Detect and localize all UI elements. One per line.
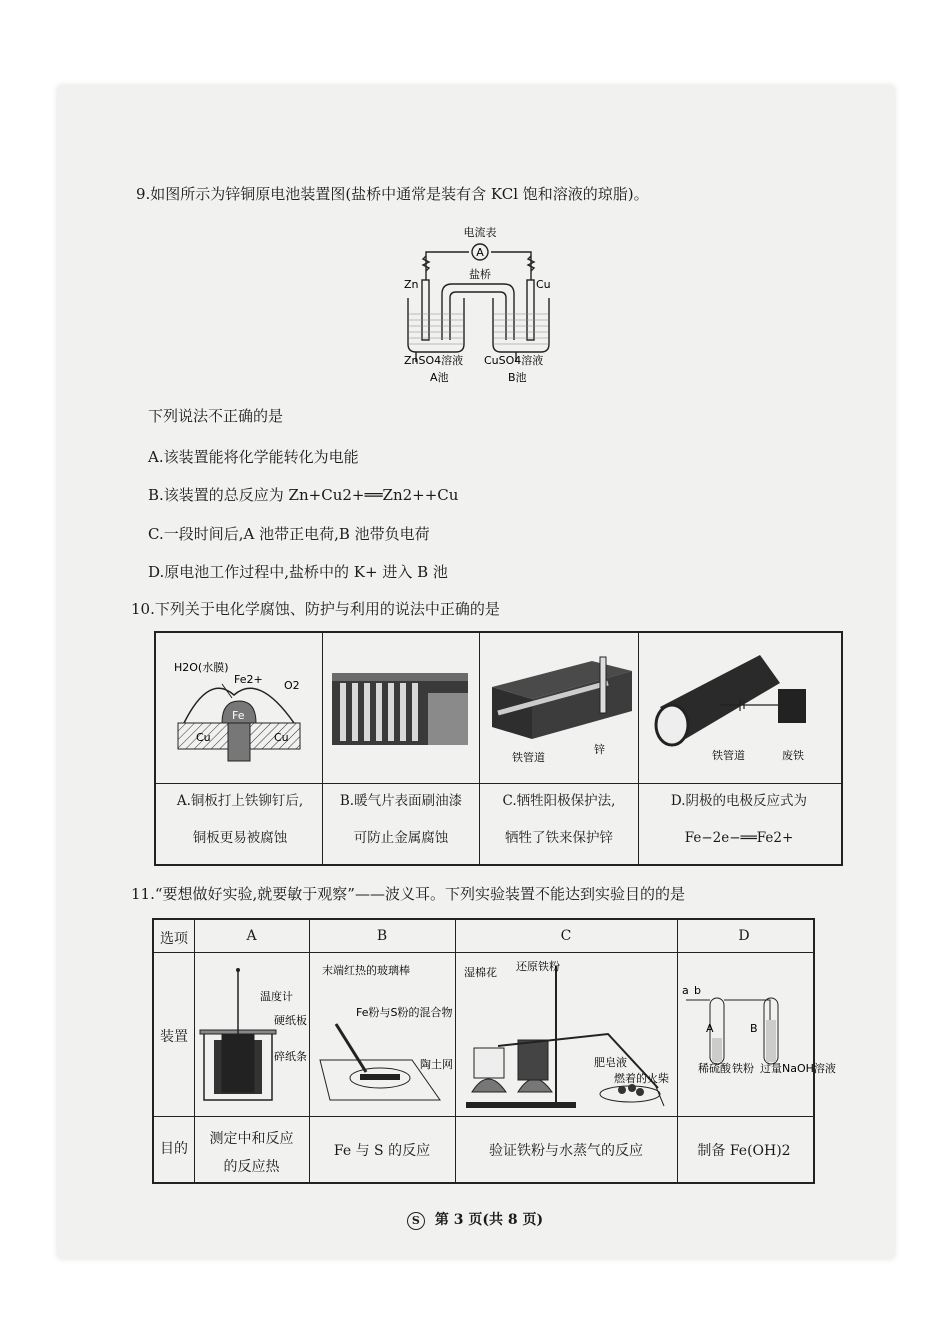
q11-options-table <box>152 918 836 1184</box>
header-option: 选项 <box>160 931 188 947</box>
purpose-a-line2: 的反应热 <box>223 1159 280 1175</box>
q10-c-line1: C.牺牲阳极保护法, <box>502 793 616 809</box>
iron-pipe-label-c: 铁管道 <box>512 751 545 764</box>
burning-match-label: 燃着的火柴 <box>614 1072 669 1085</box>
header-b: B <box>376 928 388 944</box>
thermometer-label: 温度计 <box>260 990 293 1003</box>
zn-electrode-label: Zn <box>404 278 419 291</box>
o2-label: O2 <box>284 679 300 692</box>
q11-b-fe-s-diagram <box>312 960 454 1112</box>
q9-option-a: A.该装置能将化学能转化为电能 <box>148 448 359 466</box>
cuso4-label: CuSO4溶液 <box>484 354 544 367</box>
salt-bridge-label: 盐桥 <box>469 268 491 281</box>
dilute-sulfuric-label: 稀硫酸 <box>698 1062 731 1075</box>
q10-b-line2: 可防止金属腐蚀 <box>353 830 449 846</box>
q10-a-line1: A.铜板打上铁铆钉后, <box>176 793 304 809</box>
q10-a-rivet-diagram <box>164 643 314 773</box>
q10-c-pipe-zinc-diagram <box>488 647 636 771</box>
ammeter-label: 电流表 <box>463 226 497 239</box>
fe-s-mixture-label: Fe粉与S粉的混合物 <box>356 1006 453 1019</box>
pool-b-label: B池 <box>508 371 527 384</box>
q10-stem: 10.下列关于电化学腐蚀、防护与利用的说法中正确的是 <box>131 600 500 618</box>
purpose-d: 制备 Fe(OH)2 <box>697 1143 791 1159</box>
q11-d-fe-oh-2-diagram <box>680 960 836 1112</box>
cu-right-label: Cu <box>274 731 289 744</box>
page-number: 第 3 页(共 8 页) <box>434 1212 544 1228</box>
clay-mesh-label: 陶土网 <box>420 1058 453 1071</box>
purpose-a-line1: 测定中和反应 <box>209 1131 294 1147</box>
s-badge: S <box>407 1212 425 1230</box>
scrap-iron-label: 废铁 <box>782 749 804 762</box>
purpose-b: Fe 与 S 的反应 <box>333 1143 431 1159</box>
q9-stem: 9.如图所示为锌铜原电池装置图(盐桥中通常是装有含 KCl 饱和溶液的琼脂)。 <box>136 185 649 203</box>
q9-option-c: C.一段时间后,A 池带正电荷,B 池带负电荷 <box>148 525 430 543</box>
q10-options-table <box>154 631 843 866</box>
q10-a-line2: 铜板更易被腐蚀 <box>192 830 288 846</box>
cu-electrode-label: Cu <box>536 278 551 291</box>
purpose-c: 验证铁粉与水蒸气的反应 <box>489 1143 643 1159</box>
q11-a-calorimeter-diagram <box>198 960 308 1112</box>
q10-c-line2: 牺牲了铁来保护锌 <box>505 830 613 846</box>
wet-cotton-label: 湿棉花 <box>464 966 497 979</box>
q10-d-line2: Fe−2e−══Fe2+ <box>684 830 794 846</box>
paper-scraps-label: 碎纸条 <box>274 1050 307 1063</box>
naoh-label: 过量NaOH溶液 <box>760 1062 836 1075</box>
iron-pipe-label-d: 铁管道 <box>712 749 745 762</box>
page-footer <box>0 1209 950 1230</box>
water-film-label: H2O(水膜) <box>174 661 229 674</box>
header-a: A <box>246 928 257 944</box>
soap-solution-label: 肥皂液 <box>594 1056 627 1069</box>
tube-a-label: A <box>706 1022 714 1035</box>
pool-a-label: A池 <box>430 371 449 384</box>
iron-powder-d-label: 铁粉 <box>732 1062 754 1075</box>
cardboard-label: 硬纸板 <box>274 1014 307 1027</box>
znso4-label: ZnSO4溶液 <box>404 354 464 367</box>
tube-b-label: B <box>750 1022 758 1035</box>
fe2plus-label: Fe2+ <box>234 673 263 686</box>
q10-d-pipe-scrap-diagram <box>648 647 836 771</box>
q11-stem: 11.“要想做好实验,就要敏于观察”——波义耳。下列实验装置不能达到实验目的的是 <box>131 885 685 903</box>
row-purpose-label: 目的 <box>160 1141 188 1157</box>
cu-left-label: Cu <box>196 731 211 744</box>
iron-powder-label: 还原铁粉 <box>516 960 560 973</box>
q10-d-line1: D.阴极的电极反应式为 <box>670 793 808 809</box>
row-device-label: 装置 <box>160 1029 188 1045</box>
valve-a-label: a <box>682 984 689 997</box>
q9-prompt: 下列说法不正确的是 <box>148 407 284 425</box>
q10-b-radiator-photo <box>332 673 468 745</box>
glass-rod-label: 末端红热的玻璃棒 <box>322 964 410 977</box>
header-d: D <box>738 928 750 944</box>
header-c: C <box>560 928 572 944</box>
q9-option-b: B.该装置的总反应为 Zn+Cu2+══Zn2++Cu <box>148 486 459 504</box>
q9-option-d: D.原电池工作过程中,盐桥中的 K+ 进入 B 池 <box>148 563 448 581</box>
zinc-label: 锌 <box>594 743 605 756</box>
valve-b-label: b <box>694 984 701 997</box>
q10-b-line1: B.暖气片表面刷油漆 <box>339 793 463 809</box>
q9-galvanic-cell-diagram <box>390 218 570 388</box>
q11-c-iron-steam-diagram <box>458 956 674 1114</box>
fe-label: Fe <box>232 709 245 722</box>
ammeter-symbol: A <box>476 246 484 259</box>
